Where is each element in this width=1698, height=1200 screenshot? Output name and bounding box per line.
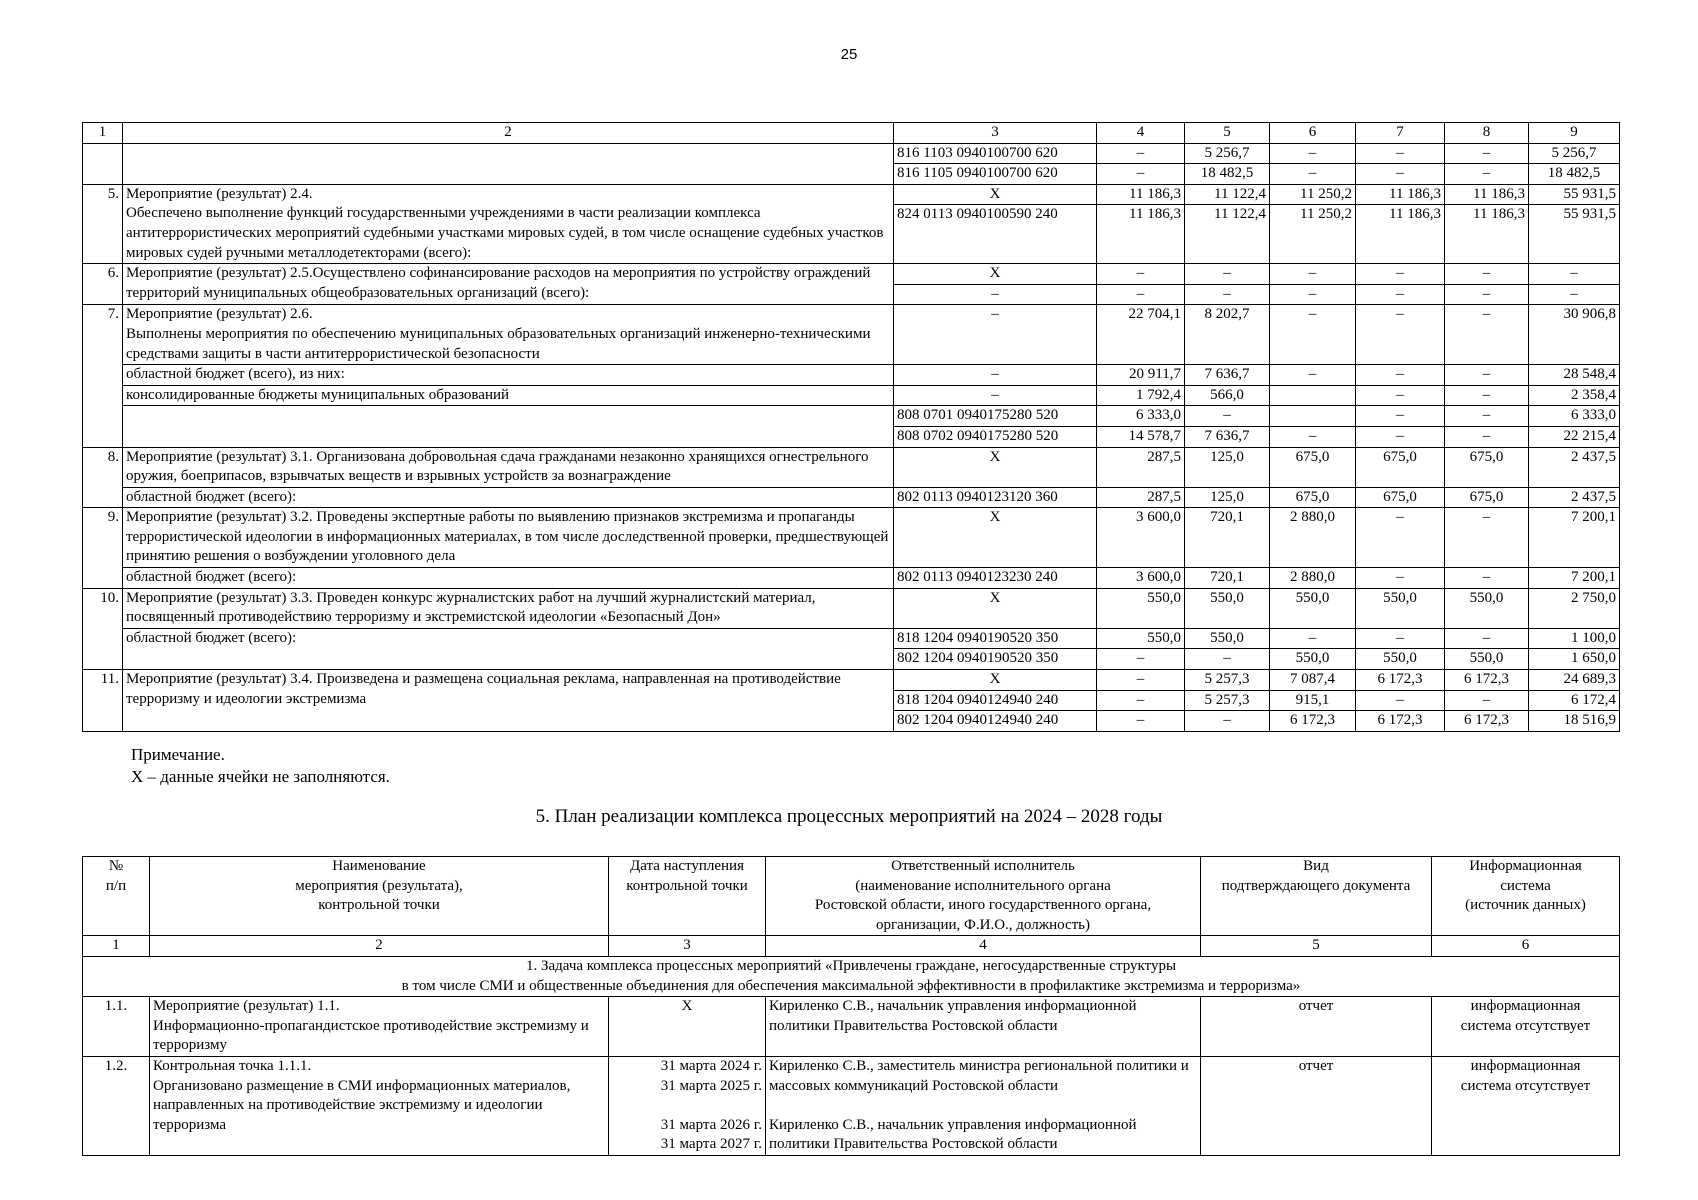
task-title: 1. Задача комплекса процессных мероприятий «Привлечены граждане, негосударственные структуры в том числе СМИ и общественные объединения для обеспечения максимальной эффективности в профилактике экстремизма и терроризма» — [83, 956, 1620, 996]
note-title: Примечание. — [131, 745, 225, 764]
activity-name: Контрольная точка 1.1.1. Организовано размещение в СМИ информационных материалов, направленных на противодействие экстремизму и идеологии терроризма — [150, 1056, 609, 1155]
header-executor: Ответственный исполнитель (наименование исполнительного органа Ростовской области, иного государственного органа, организации, Ф.И.О., должность) — [766, 857, 1201, 936]
info-system: информационная система отсутствует — [1432, 1056, 1620, 1155]
confirming-document: отчет — [1201, 997, 1432, 1057]
activity-description: Мероприятие (результат) 3.2. Проведены экспертные работы по выявлению признаков экстремизма и пропаганды террористической идеологии в информационных материалах, в том числе доследственной проверки, предшествующей принятию решения о возбуждении уголовного дела — [123, 508, 894, 568]
header-info-system: Информационная система (источник данных) — [1432, 857, 1620, 936]
activity-name: Мероприятие (результат) 1.1. Информационно-пропагандистское противодействие экстремизму и терроризму — [150, 997, 609, 1057]
column-number-row: 1 2 3 4 5 6 — [83, 936, 1620, 957]
table-row: 816 1103 0940100700 620 – 5 256,7 – – – 5 256,7 — [83, 143, 1620, 164]
budget-code: 818 1204 0940124940 240 — [894, 690, 1097, 711]
budget-label: областной бюджет (всего): — [123, 568, 894, 589]
budget-code: 808 0702 0940175280 520 — [894, 426, 1097, 447]
table-row: консолидированные бюджеты муниципальных образований – 1 792,4 566,0 – – 2 358,4 — [83, 385, 1620, 406]
row-number: 1.1. — [83, 997, 150, 1057]
table-row: 11. Мероприятие (результат) 3.4. Произведена и размещена социальная реклама, направленная на противодействие терроризму и идеологии экстремизма X – 5 257,3 7 087,4 6 172,3 6 172,3 24 689,3 — [83, 670, 1620, 691]
budget-code: 802 0113 0940123230 240 — [894, 568, 1097, 589]
task-row — [83, 956, 1620, 996]
note-text: X – данные ячейки не заполняются. — [131, 767, 390, 786]
budget-code: 816 1103 0940100700 620 — [894, 143, 1097, 164]
row-number: 1.2. — [83, 1056, 150, 1155]
table-row: областной бюджет (всего): 802 0113 0940123120 360 287,5 125,0 675,0 675,0 675,0 2 437,5 — [83, 487, 1620, 508]
control-date: 31 марта 2024 г. 31 марта 2025 г. 31 марта 2026 г. 31 марта 2027 г. — [609, 1056, 766, 1155]
header-name: Наименование мероприятия (результата), контрольной точки — [150, 857, 609, 936]
budget-label: областной бюджет (всего): — [123, 628, 894, 669]
section-title: 5. План реализации комплекса процессных мероприятий на 2024 – 2028 годы — [535, 806, 1163, 827]
table-row — [83, 997, 1620, 1057]
budget-code: 824 0113 0940100590 240 — [894, 205, 1097, 264]
financing-table: 1 2 3 4 5 6 7 8 9 816 1103 0940100700 620 – 5 256,7 – – – 5 256,7 816 1105 0940100700 620 – 18 482,5 – – – 18 482,5 5. Мероприятие (результат) 2.4. Обеспечено выполнение функций государственными учреждениями в части реализации комплекса антитеррористических мероприятий судебными участками мировых судей, в том числе оснащение судебных участков мировых судей ручными металлодетекторами (всего): X 11 186,3 11 122,4 11 250,2 11 186,3 11 186,3 55 931,5 824 0113 0940100590 240 11 186,3 11 122,4 11 250,2 11 186,3 11 186,3 55 931,5 6. Мероприятие (результат) 2.5.Осуществлено софинансирование расходов на мероприятия по устройству ограждений территорий муниципальных общеобразовательных организаций (всего): X – – – – – – – – – – – – – 7. Мероприятие (результат) 2.6. Выполнены мероприятия по обеспечению муниципальных образовательных организаций инженерно-техническими средствами защиты в части антитеррористической безопасности – 22 704,1 8 202,7 – – – 30 906,8 областной бюджет (всего), из них: – 20 911,7 7 636,7 – – – 28 548,4 консолидированные бюджеты муниципальных образований – 1 792,4 566,0 – – 2 358,4 808 0701 0940175280 520 6 333,0 – – – 6 333,0 808 0702 0940175280 520 14 578,7 7 636,7 – – – 22 215,4 8. Мероприятие (результат) 3.1. Организована добровольная сдача гражданами незаконно хранящихся огнестрельного оружия, боеприпасов, взрывчатых веществ и взрывных устройств за вознаграждение X 287,5 125,0 675,0 675,0 675,0 2 437,5 областной бюджет (всего): 802 0113 0940123120 360 287,5 125,0 675,0 675,0 675,0 2 437,5 9. Мероприятие (результат) 3.2. Проведены экспертные работы по выявлению признаков экстремизма и пропаганды террористической идеологии в информационных материалах, в том числе доследственной проверки, предшествующей принятию решения о возбуждении уголовного дела X 3 600,0 720,1 2 880,0 – – 7 200,1 областной бюджет (всего): 802 0113 0940123230 240 3 600,0 720,1 2 880,0 – – 7 200,1 10. Мероприятие (результат) 3.3. Проведен конкурс журналистских работ на лучший журналистский материал, посвященный противодействию терроризму и экстремистской идеологии «Безопасный Дон» X 550,0 550,0 550,0 550,0 550,0 2 750,0 областной бюджет (всего): 818 1204 0940190520 350 550,0 550,0 – – – 1 100,0 802 1204 0940190520 350 – – 550,0 550,0 550,0 1 650,0 11. Мероприятие (результат) 3.4. Произведена и размещена социальная реклама, направленная на противодействие терроризму и идеологии экстремизма X – 5 257,3 7 087,4 6 172,3 6 172,3 24 689,3 818 1204 0940124940 240 – 5 257,3 915,1 – – 6 172,4 802 1204 0940124940 240 – – 6 172,3 6 172,3 6 172,3 18 516,9 — [82, 122, 1620, 732]
row-number: 5. — [83, 184, 123, 263]
header-row — [83, 857, 1620, 936]
activity-description: Мероприятие (результат) 3.1. Организована добровольная сдача гражданами незаконно хранящихся огнестрельного оружия, боеприпасов, взрывчатых веществ и взрывных устройств за вознаграждение — [123, 447, 894, 487]
activity-description: Мероприятие (результат) 2.5.Осуществлено софинансирование расходов на мероприятия по устройству ограждений территорий муниципальных общеобразовательных организаций (всего): — [123, 264, 894, 305]
header-document: Вид подтверждающего документа — [1201, 857, 1432, 936]
budget-code: 808 0701 0940175280 520 — [894, 406, 1097, 427]
table-row: 824 0113 0940100590 240 11 186,3 11 122,4 11 250,2 11 186,3 11 186,3 55 931,5 — [83, 205, 1620, 243]
table-row: 802 1204 0940124940 240 – – 6 172,3 6 172,3 6 172,3 18 516,9 — [83, 711, 1620, 732]
budget-code: 816 1105 0940100700 620 — [894, 164, 1097, 185]
table-row: 808 0702 0940175280 520 14 578,7 7 636,7 – – – 22 215,4 — [83, 426, 1620, 447]
header-date: Дата наступления контрольной точки — [609, 857, 766, 936]
table-row: 802 1204 0940190520 350 – – 550,0 550,0 550,0 1 650,0 — [83, 649, 1620, 670]
row-number: 9. — [83, 508, 123, 588]
row-number: 6. — [83, 264, 123, 305]
activity-description: Мероприятие (результат) 3.4. Произведена и размещена социальная реклама, направленная на противодействие терроризму и идеологии экстремизма — [123, 670, 894, 732]
budget-label: консолидированные бюджеты муниципальных образований — [123, 385, 894, 406]
budget-code: 802 0113 0940123120 360 — [894, 487, 1097, 508]
page-number: 25 — [840, 46, 858, 63]
activity-description: Мероприятие (результат) 2.4. Обеспечено выполнение функций государственными учреждениями в части реализации комплекса антитеррористических мероприятий судебными участками мировых судей, в том числе оснащение судебных участков мировых судей ручными металлодетекторами (всего): — [123, 184, 894, 263]
header-number: № п/п — [83, 857, 150, 936]
table-row: – – – – – – – — [83, 284, 1620, 305]
activity-description: Мероприятие (результат) 2.6. Выполнены мероприятия по обеспечению муниципальных образовательных организаций инженерно-техническими средствами защиты в части антитеррористической безопасности — [123, 305, 894, 365]
budget-code: 818 1204 0940190520 350 — [894, 628, 1097, 649]
plan-table — [82, 856, 1620, 1156]
activity-description: Мероприятие (результат) 3.3. Проведен конкурс журналистских работ на лучший журналистский материал, посвященный противодействию терроризму и экстремистской идеологии «Безопасный Дон» — [123, 588, 894, 628]
table-row: 818 1204 0940124940 240 – 5 257,3 915,1 – – 6 172,4 — [83, 690, 1620, 711]
table-row: 5. Мероприятие (результат) 2.4. Обеспечено выполнение функций государственными учреждениями в части реализации комплекса антитеррористических мероприятий судебными участками мировых судей, в том числе оснащение судебных участков мировых судей ручными металлодетекторами (всего): X 11 186,3 11 122,4 11 250,2 11 186,3 11 186,3 55 931,5 — [83, 184, 1620, 205]
table-row: 816 1105 0940100700 620 – 18 482,5 – – – 18 482,5 — [83, 164, 1620, 185]
responsible-executor: Кириленко С.В., начальник управления информационной политики Правительства Ростовской области — [766, 997, 1201, 1057]
table-row: областной бюджет (всего): 802 0113 0940123230 240 3 600,0 720,1 2 880,0 – – 7 200,1 — [83, 568, 1620, 589]
row-number: 8. — [83, 447, 123, 508]
budget-label: областной бюджет (всего), из них: — [123, 365, 894, 386]
responsible-executor: Кириленко С.В., заместитель министра региональной политики и массовых коммуникаций Ростовской области Кириленко С.В., начальник управления информационной политики Правительства Ростовской области — [766, 1056, 1201, 1155]
row-number: 11. — [83, 670, 123, 732]
budget-code: 802 1204 0940124940 240 — [894, 711, 1097, 732]
row-number: 7. — [83, 305, 123, 447]
info-system: информационная система отсутствует — [1432, 997, 1620, 1057]
table-row — [83, 1056, 1620, 1155]
budget-label: областной бюджет (всего): — [123, 487, 894, 508]
column-number-row: 1 2 3 4 5 6 7 8 9 — [83, 123, 1620, 144]
table-row: 808 0701 0940175280 520 6 333,0 – – – 6 333,0 — [83, 406, 1620, 427]
control-date: X — [609, 997, 766, 1057]
budget-code: 802 1204 0940190520 350 — [894, 649, 1097, 670]
table-row: областной бюджет (всего): 818 1204 0940190520 350 550,0 550,0 – – – 1 100,0 — [83, 628, 1620, 649]
table-row: областной бюджет (всего), из них: – 20 911,7 7 636,7 – – – 28 548,4 — [83, 365, 1620, 386]
confirming-document: отчет — [1201, 1056, 1432, 1155]
row-number: 10. — [83, 588, 123, 669]
